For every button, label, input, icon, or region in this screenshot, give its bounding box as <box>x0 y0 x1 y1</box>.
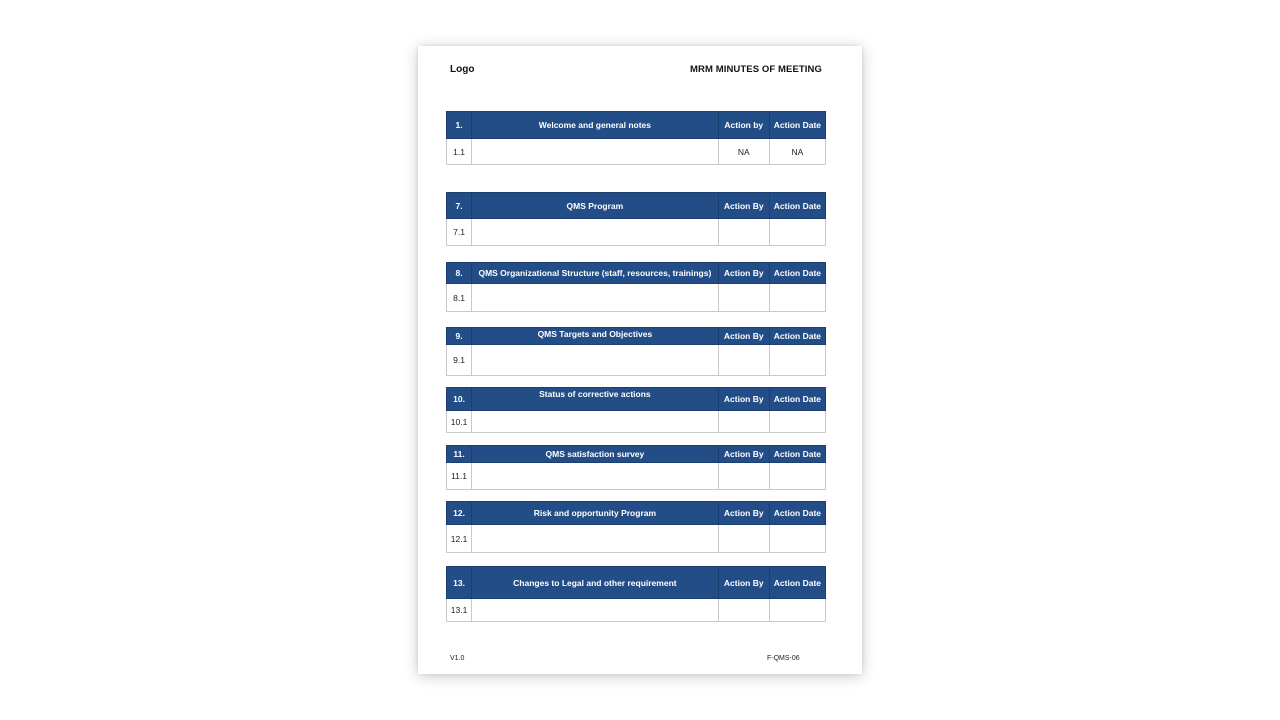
item-number: 12.1 <box>447 525 472 553</box>
table-row <box>447 219 826 246</box>
section-table-13 <box>446 566 826 622</box>
action-date-header: Action Date <box>769 567 825 599</box>
action-date-header: Action Date <box>769 193 825 219</box>
item-notes-cell[interactable] <box>472 139 719 165</box>
section-header <box>447 446 826 463</box>
section-title: QMS Organizational Structure (staff, resources, trainings) <box>472 263 719 284</box>
section-header <box>447 328 826 345</box>
action-date-header: Action Date <box>769 388 825 411</box>
section-title: QMS Program <box>472 193 719 219</box>
section-table-9 <box>446 327 826 376</box>
section-number: 12. <box>447 502 472 525</box>
action-by-header: Action By <box>718 263 769 284</box>
version-label: V1.0 <box>450 655 465 662</box>
section-number: 13. <box>447 567 472 599</box>
action-by-header: Action By <box>718 388 769 411</box>
section-number: 8. <box>447 263 472 284</box>
item-notes-cell[interactable] <box>472 599 719 622</box>
item-number: 11.1 <box>447 463 472 490</box>
section-header <box>447 502 826 525</box>
action-date-cell[interactable]: NA <box>769 139 825 165</box>
logo: Logo <box>450 64 475 75</box>
action-date-cell[interactable] <box>769 411 825 433</box>
section-table-10 <box>446 387 826 433</box>
section-title: QMS satisfaction survey <box>472 446 719 463</box>
action-by-cell[interactable] <box>718 219 769 246</box>
section-number: 1. <box>447 112 472 139</box>
item-notes-cell[interactable] <box>472 463 719 490</box>
section-table-11 <box>446 445 826 490</box>
action-by-header: Action By <box>718 328 769 345</box>
action-date-cell[interactable] <box>769 463 825 490</box>
action-by-cell[interactable] <box>718 411 769 433</box>
item-notes-cell[interactable] <box>472 345 719 376</box>
action-by-cell[interactable] <box>718 345 769 376</box>
section-number: 9. <box>447 328 472 345</box>
item-number: 10.1 <box>447 411 472 433</box>
section-table-1 <box>446 111 826 165</box>
action-date-cell[interactable] <box>769 284 825 312</box>
item-number: 8.1 <box>447 284 472 312</box>
section-header <box>447 388 826 411</box>
section-title: Risk and opportunity Program <box>472 502 719 525</box>
action-by-header: Action By <box>718 193 769 219</box>
action-date-header: Action Date <box>769 328 825 345</box>
form-id-label: F-QMS-06 <box>767 655 800 662</box>
section-table-8 <box>446 262 826 312</box>
section-number: 7. <box>447 193 472 219</box>
action-date-header: Action Date <box>769 112 825 139</box>
table-row <box>447 411 826 433</box>
table-row <box>447 463 826 490</box>
section-number: 10. <box>447 388 472 411</box>
section-header <box>447 193 826 219</box>
action-date-header: Action Date <box>769 502 825 525</box>
table-row <box>447 284 826 312</box>
item-number: 9.1 <box>447 345 472 376</box>
action-by-header: Action by <box>718 112 769 139</box>
item-notes-cell[interactable] <box>472 411 719 433</box>
action-by-cell[interactable] <box>718 599 769 622</box>
action-date-cell[interactable] <box>769 599 825 622</box>
section-title: Changes to Legal and other requirement <box>472 567 719 599</box>
section-title: Status of corrective actions <box>472 388 719 411</box>
item-number: 7.1 <box>447 219 472 246</box>
table-row <box>447 599 826 622</box>
item-notes-cell[interactable] <box>472 525 719 553</box>
section-header <box>447 567 826 599</box>
table-row <box>447 139 826 165</box>
action-date-cell[interactable] <box>769 345 825 376</box>
action-by-header: Action By <box>718 446 769 463</box>
action-by-header: Action By <box>718 567 769 599</box>
section-header <box>447 112 826 139</box>
action-by-header: Action By <box>718 502 769 525</box>
table-row <box>447 345 826 376</box>
item-number: 13.1 <box>447 599 472 622</box>
item-notes-cell[interactable] <box>472 284 719 312</box>
section-table-12 <box>446 501 826 553</box>
section-header <box>447 263 826 284</box>
action-by-cell[interactable] <box>718 284 769 312</box>
action-date-cell[interactable] <box>769 525 825 553</box>
action-by-cell[interactable] <box>718 525 769 553</box>
section-title: QMS Targets and Objectives <box>472 328 719 345</box>
section-number: 11. <box>447 446 472 463</box>
document-page <box>418 46 862 674</box>
item-number: 1.1 <box>447 139 472 165</box>
action-date-header: Action Date <box>769 263 825 284</box>
table-row <box>447 525 826 553</box>
action-date-header: Action Date <box>769 446 825 463</box>
action-by-cell[interactable] <box>718 463 769 490</box>
action-by-cell[interactable]: NA <box>718 139 769 165</box>
section-title: Welcome and general notes <box>472 112 719 139</box>
item-notes-cell[interactable] <box>472 219 719 246</box>
section-table-7 <box>446 192 826 246</box>
document-title: MRM MINUTES OF MEETING <box>689 64 822 75</box>
action-date-cell[interactable] <box>769 219 825 246</box>
